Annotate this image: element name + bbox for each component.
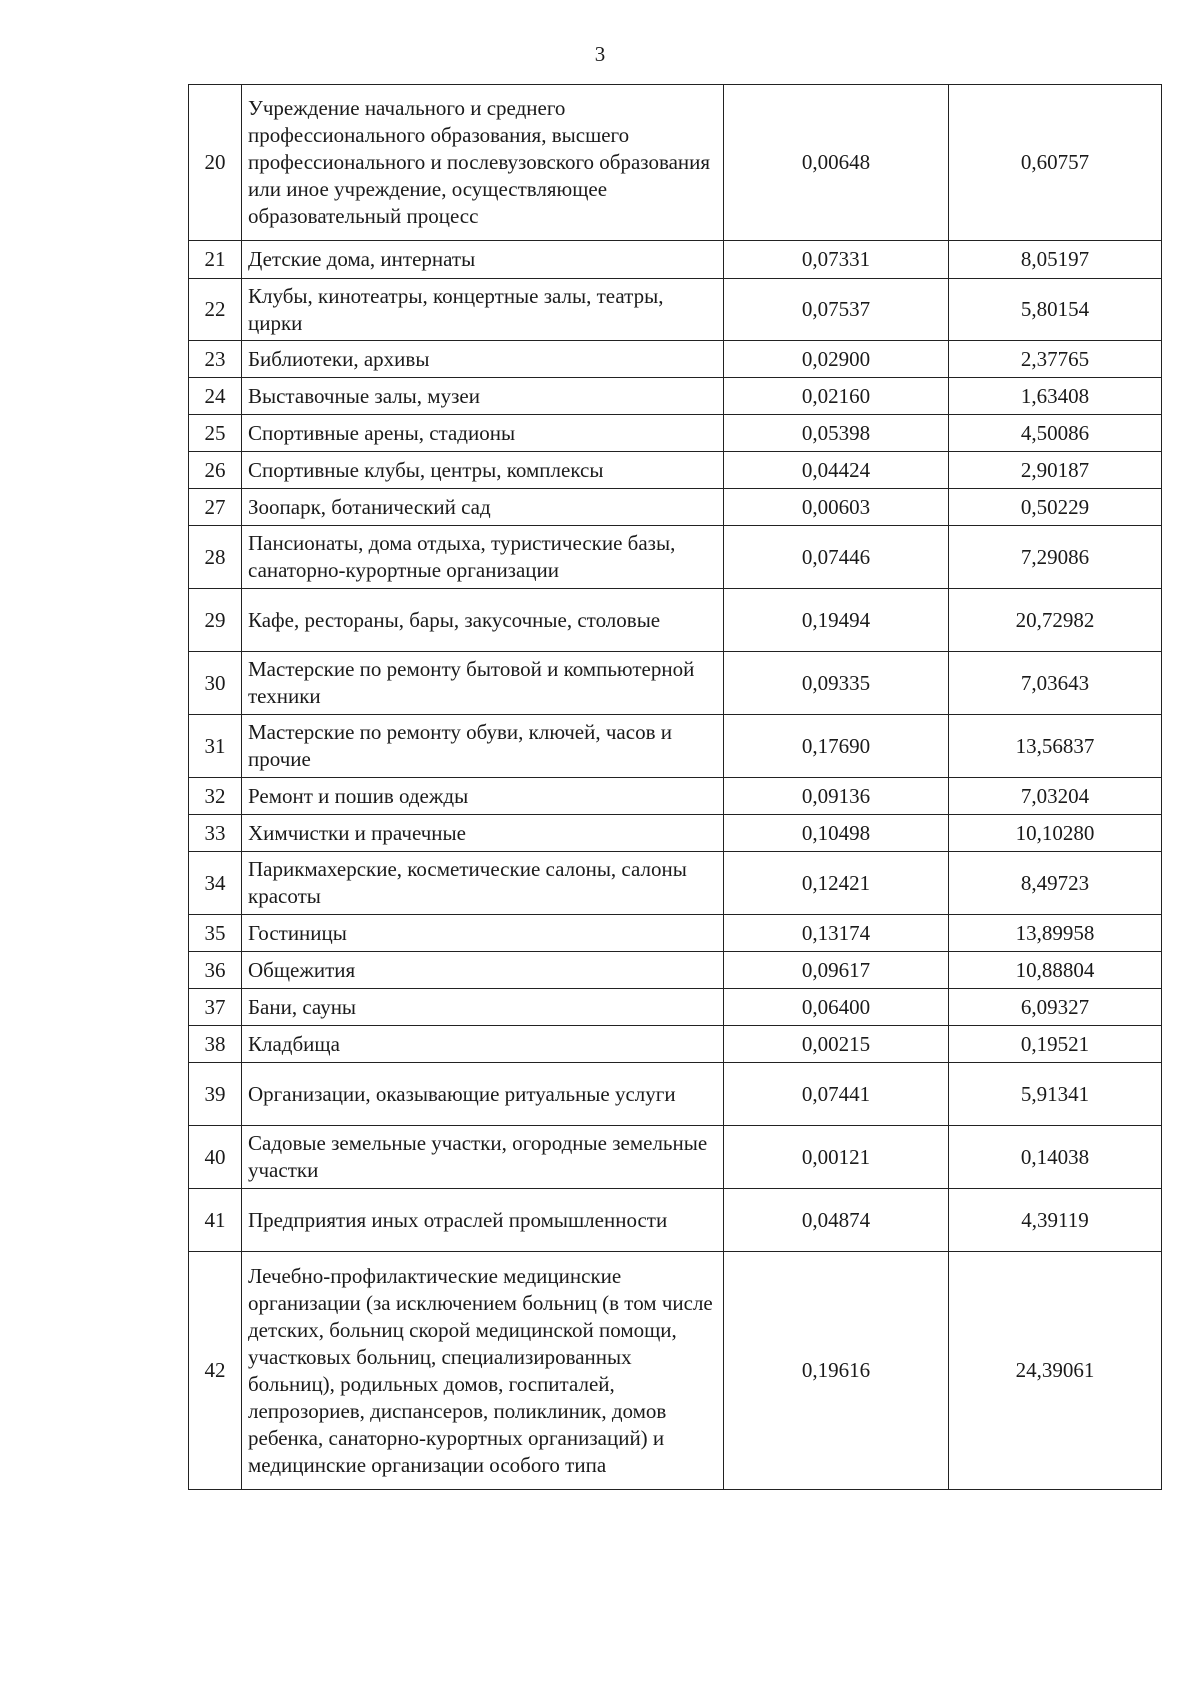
row-number: 34 xyxy=(189,852,242,915)
row-value-2: 8,49723 xyxy=(949,852,1162,915)
row-name: Ремонт и пошив одежды xyxy=(242,778,724,815)
row-name: Химчистки и прачечные xyxy=(242,815,724,852)
row-value-2: 7,03643 xyxy=(949,652,1162,715)
row-value-1: 0,07537 xyxy=(724,279,949,341)
row-value-1: 0,19494 xyxy=(724,589,949,652)
page-number: 3 xyxy=(594,42,606,66)
row-value-2: 5,91341 xyxy=(949,1063,1162,1126)
row-value-2: 1,63408 xyxy=(949,378,1162,415)
row-number: 27 xyxy=(189,489,242,526)
table-row xyxy=(189,715,1162,778)
row-number: 20 xyxy=(189,85,242,241)
row-value-2: 13,89958 xyxy=(949,915,1162,952)
table-row xyxy=(189,241,1162,279)
row-number: 40 xyxy=(189,1126,242,1189)
table-row xyxy=(189,415,1162,452)
row-name: Общежития xyxy=(242,952,724,989)
row-name: Учреждение начального и среднего профессионального образования, высшего профессионального и послевузовского образования или иное учреждение, осуществляющее образовательный процесс xyxy=(242,85,724,241)
row-number: 36 xyxy=(189,952,242,989)
table-row xyxy=(189,489,1162,526)
row-value-2: 0,60757 xyxy=(949,85,1162,241)
row-value-1: 0,07446 xyxy=(724,526,949,589)
row-value-1: 0,10498 xyxy=(724,815,949,852)
row-value-2: 24,39061 xyxy=(949,1252,1162,1490)
row-value-2: 7,29086 xyxy=(949,526,1162,589)
row-value-1: 0,17690 xyxy=(724,715,949,778)
row-value-1: 0,09335 xyxy=(724,652,949,715)
table-row xyxy=(189,815,1162,852)
row-value-2: 6,09327 xyxy=(949,989,1162,1026)
table-row xyxy=(189,1126,1162,1189)
row-number: 41 xyxy=(189,1189,242,1252)
row-value-1: 0,00603 xyxy=(724,489,949,526)
row-value-2: 8,05197 xyxy=(949,241,1162,279)
row-value-1: 0,02900 xyxy=(724,341,949,378)
row-number: 24 xyxy=(189,378,242,415)
row-value-2: 10,88804 xyxy=(949,952,1162,989)
row-number: 29 xyxy=(189,589,242,652)
row-name: Кладбища xyxy=(242,1026,724,1063)
row-number: 32 xyxy=(189,778,242,815)
row-name: Детские дома, интернаты xyxy=(242,241,724,279)
row-name: Бани, сауны xyxy=(242,989,724,1026)
row-number: 38 xyxy=(189,1026,242,1063)
table-row xyxy=(189,1026,1162,1063)
row-value-2: 5,80154 xyxy=(949,279,1162,341)
row-number: 37 xyxy=(189,989,242,1026)
row-value-1: 0,00215 xyxy=(724,1026,949,1063)
row-value-1: 0,04874 xyxy=(724,1189,949,1252)
table-row xyxy=(189,852,1162,915)
row-value-1: 0,04424 xyxy=(724,452,949,489)
row-value-1: 0,12421 xyxy=(724,852,949,915)
row-value-2: 4,39119 xyxy=(949,1189,1162,1252)
row-number: 28 xyxy=(189,526,242,589)
row-name: Мастерские по ремонту обуви, ключей, часов и прочие xyxy=(242,715,724,778)
row-name: Выставочные залы, музеи xyxy=(242,378,724,415)
row-value-2: 0,19521 xyxy=(949,1026,1162,1063)
row-value-1: 0,09617 xyxy=(724,952,949,989)
table-row xyxy=(189,526,1162,589)
row-number: 33 xyxy=(189,815,242,852)
row-value-1: 0,13174 xyxy=(724,915,949,952)
row-value-1: 0,02160 xyxy=(724,378,949,415)
table-row xyxy=(189,915,1162,952)
table-row xyxy=(189,341,1162,378)
row-name: Библиотеки, архивы xyxy=(242,341,724,378)
row-name: Спортивные арены, стадионы xyxy=(242,415,724,452)
row-value-2: 2,90187 xyxy=(949,452,1162,489)
table-row xyxy=(189,452,1162,489)
row-name: Предприятия иных отраслей промышленности xyxy=(242,1189,724,1252)
table-row xyxy=(189,589,1162,652)
row-name: Пансионаты, дома отдыха, туристические базы, санаторно-курортные организации xyxy=(242,526,724,589)
row-value-2: 0,50229 xyxy=(949,489,1162,526)
row-name: Гостиницы xyxy=(242,915,724,952)
row-number: 25 xyxy=(189,415,242,452)
row-name: Мастерские по ремонту бытовой и компьютерной техники xyxy=(242,652,724,715)
table-row xyxy=(189,989,1162,1026)
row-value-2: 2,37765 xyxy=(949,341,1162,378)
row-number: 31 xyxy=(189,715,242,778)
row-name: Лечебно-профилактические медицинские организации (за исключением больниц (в том числе детских, больниц скорой медицинской помощи, участковых больниц, специализированных больниц), родильных домов, госпиталей, лепрозориев, диспансеров, поликлиник, домов ребенка, санаторно-курортных организаций) и медицинские организации особого типа xyxy=(242,1252,724,1490)
table-row xyxy=(189,1252,1162,1490)
row-value-1: 0,06400 xyxy=(724,989,949,1026)
row-value-1: 0,00121 xyxy=(724,1126,949,1189)
row-value-2: 4,50086 xyxy=(949,415,1162,452)
row-name: Зоопарк, ботанический сад xyxy=(242,489,724,526)
row-value-2: 20,72982 xyxy=(949,589,1162,652)
row-value-1: 0,07331 xyxy=(724,241,949,279)
row-number: 30 xyxy=(189,652,242,715)
table-row xyxy=(189,279,1162,341)
table-row xyxy=(189,952,1162,989)
row-number: 23 xyxy=(189,341,242,378)
row-value-1: 0,09136 xyxy=(724,778,949,815)
table-row xyxy=(189,85,1162,241)
row-name: Садовые земельные участки, огородные земельные участки xyxy=(242,1126,724,1189)
row-name: Кафе, рестораны, бары, закусочные, столовые xyxy=(242,589,724,652)
row-value-2: 13,56837 xyxy=(949,715,1162,778)
row-value-2: 10,10280 xyxy=(949,815,1162,852)
row-name: Парикмахерские, косметические салоны, салоны красоты xyxy=(242,852,724,915)
rates-table xyxy=(188,84,1162,1490)
row-value-2: 0,14038 xyxy=(949,1126,1162,1189)
row-name: Клубы, кинотеатры, концертные залы, театры, цирки xyxy=(242,279,724,341)
row-value-1: 0,19616 xyxy=(724,1252,949,1490)
table-row xyxy=(189,778,1162,815)
row-value-1: 0,07441 xyxy=(724,1063,949,1126)
row-value-2: 7,03204 xyxy=(949,778,1162,815)
table-row xyxy=(189,378,1162,415)
table-body xyxy=(189,85,1162,1490)
row-number: 39 xyxy=(189,1063,242,1126)
row-name: Организации, оказывающие ритуальные услуги xyxy=(242,1063,724,1126)
row-number: 26 xyxy=(189,452,242,489)
row-number: 42 xyxy=(189,1252,242,1490)
row-number: 22 xyxy=(189,279,242,341)
row-value-1: 0,00648 xyxy=(724,85,949,241)
row-number: 35 xyxy=(189,915,242,952)
table-row xyxy=(189,652,1162,715)
row-number: 21 xyxy=(189,241,242,279)
row-value-1: 0,05398 xyxy=(724,415,949,452)
table-row xyxy=(189,1189,1162,1252)
table-row xyxy=(189,1063,1162,1126)
row-name: Спортивные клубы, центры, комплексы xyxy=(242,452,724,489)
